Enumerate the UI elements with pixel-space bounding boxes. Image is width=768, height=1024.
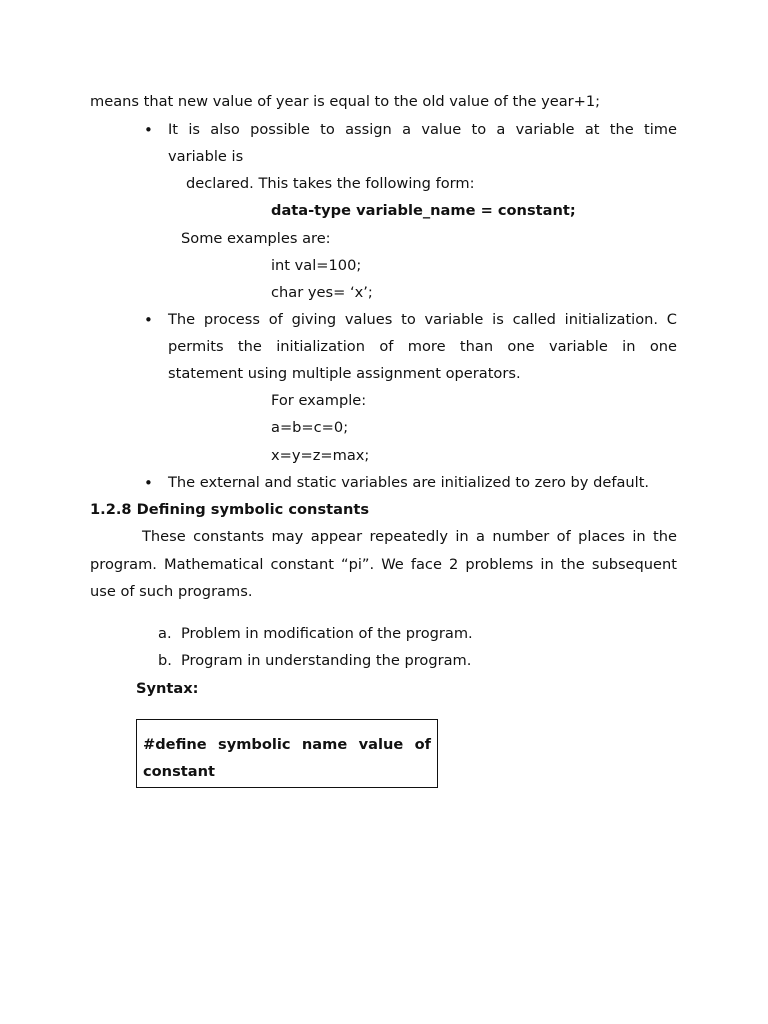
bullet2-example1: a=b=c=0; [271,419,349,436]
section-para-line3: use of such programs. [90,583,253,600]
bullet1-line3: declared. This takes the following form: [186,175,475,192]
bullet2-example2: x=y=z=max; [271,447,370,464]
bullet-marker: • [144,311,153,329]
bullet1-example2: char yes= ‘x’; [271,284,373,301]
bullet2-line3: statement using multiple assignment operators. [168,365,521,382]
bullet2-line1: The process of giving values to variable is called initialization. C [168,311,677,328]
bullet1-examples-label: Some examples are: [181,230,331,247]
bullet1-form: data-type variable_name = constant; [271,202,576,219]
bullet1-line2: variable is [168,148,244,165]
syntax-box [136,719,438,788]
list-marker: b. [158,652,172,669]
syntax-label: Syntax: [136,680,199,697]
bullet2-example-label: For example: [271,392,367,409]
bullet1-line1: It is also possible to assign a value to a variable at the time [168,121,677,138]
intro-line: means that new value of year is equal to the old value of the year+1; [90,93,601,110]
list-marker: a. [158,625,172,642]
bullet-marker: • [144,474,153,492]
section-para-line1: These constants may appear repeatedly in a number of places in the [142,528,677,545]
bullet3-line1: The external and static variables are initialized to zero by default. [168,474,650,491]
list-item: Program in understanding the program. [181,652,472,669]
bullet1-example1: int val=100; [271,257,362,274]
list-item: Problem in modification of the program. [181,625,473,642]
bullet2-line2: permits the initialization of more than one variable in one [168,338,677,355]
bullet-marker: • [144,121,153,139]
section-heading: 1.2.8 Defining symbolic constants [90,501,370,518]
syntax-box-line2: constant [143,763,215,780]
syntax-box-line1: #define symbolic name value of [143,736,431,753]
section-para-line2: program. Mathematical constant “pi”. We face 2 problems in the subsequent [90,556,677,573]
